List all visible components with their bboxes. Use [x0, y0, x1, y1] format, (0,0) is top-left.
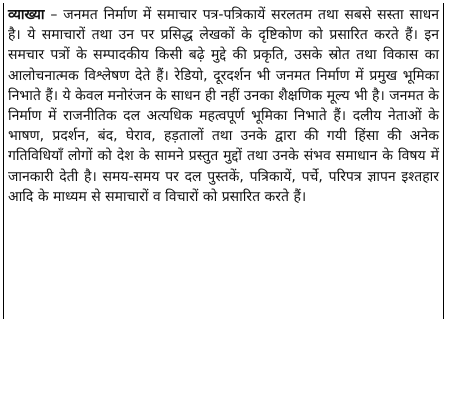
- explanation-paragraph: जनमत निर्माण में समाचार पत्र-पत्रिकायें सरलतम तथा सबसे सस्ता साधन है। ये समाचारों तथा उन पर प्रसिद्ध लेखकों के दृष्टिकोण को प्रसारित करते हैं। इन समचार पत्रों के सम्पादकीय किसी बढ़े मुद्दे की प्रकृति, उसके स्रोत तथा विकास का आलोचनात्मक विश्लेषण देते हैं। रेडियो, दूरदर्शन भी जनमत निर्माण में प्रमुख भूमिका निभाते हैं। ये केवल मनोरंजन के साधन ही नहीं उनका शैक्षणिक मूल्य भी है। जनमत के निर्माण में राजनीतिक दल अत्यधिक महत्वपूर्ण भूमिका निभाते हैं। दलीय नेताओं के भाषण, प्रदर्शन, बंद, घेराव, हड़तालों तथा उनके द्वारा की गयी हिंसा की अनेक गतिविधियाँ लोगों को देश के सामने प्रस्तुत मुद्दों तथा उनके संभव समाधान के विषय में जानकारी देती है। समय-समय पर दल पुस्तकें, पत्रिकायें, पर्चे, परिपत्र ज्ञापन इश्तहार आदि के माध्यम से समाचारों व विचारों को प्रसारित करते हैं।: [8, 7, 440, 205]
- explanation-text-block: [3, 3, 444, 319]
- explanation-heading: व्याख्या: [8, 7, 45, 23]
- heading-separator: –: [44, 7, 64, 23]
- blank-page-area: [0, 320, 451, 402]
